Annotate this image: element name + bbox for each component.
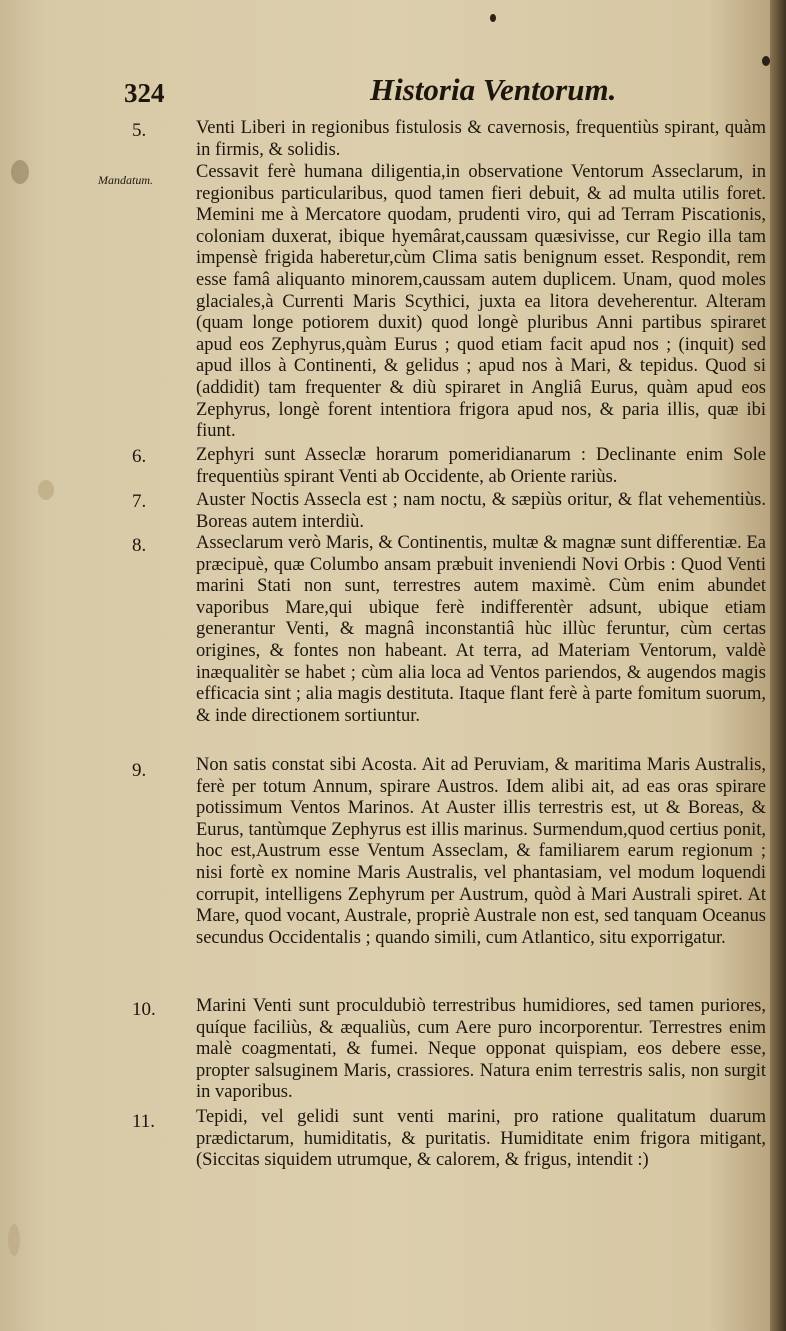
section-text: Non satis constat sibi Acosta. Ait ad Peruviam, & maritima Maris Australis, ferè per totum Annum, spirare Austros. Idem alibi ait, ad eas oras spirare potissimum Ventos Marinos. At Auster illis terrestris est, ut & Boreas, & Eurus, tantùmque Zephyrus est illis marinus. Surmendum,quod certius ponit, hoc est,Austrum esse Ventum Asseclam, & familiarem earum regionum ; nisi fortè ex nomine Maris Australis, vel phantasiam, vel modum loquendi corrupit, intelligens Zephyrum per Austrum, quòd à Mari Australi spiret. At Mare, quod vocant, Australe, propriè Australe non est, sed tanquam Oceanus secundus Occidentalis ; quando simili, cum Atlantico, situ exporrigatur.	[196, 755, 766, 948]
section-number: 10.	[132, 999, 156, 1020]
margin-note: Mandatum.	[98, 173, 153, 187]
running-head: Historia Ventorum.	[370, 72, 617, 107]
section-text: Cessavit ferè humana diligentia,in observatione Ventorum Asseclarum, in regionibus particularibus, quod tamen fieri debuit, & ad multa utilis foret. Memini me à Mercatore quodam, prudenti viro, qui ad Terram Piscationis, coloniam duxerat, ibique hyemârat,caussam quæsivisse, cur Regio illa tam impensè frigida haberetur,cùm Clima satis benignum esset. Respondit, rem esse famâ aliquanto minorem,caussam autem duplicem. Unam, quod moles glaciales,à Currenti Maris Scythici, juxta ea litora deveherentur. Alteram (quam longe potiorem duxit) quod longè pluribus Anni partibus spiraret apud eos Zephyrus,quàm Eurus ; quod etiam facit apud nos ; (inquit) sed apud illos à Continenti, & gelidus ; apud nos à Mari, & tepidus. Quod si (addidit) tam frequenter & diù spiraret in Angliâ Eurus, quàm apud eos Zephyrus, longè forent intentiora frigora apud nos, & paria illis, quæ ibi fiunt.	[196, 162, 766, 442]
section-text: Marini Venti sunt proculdubiò terrestribus humidiores, sed tamen puriores, quíque faciliùs, & æqualiùs, cum Aere puro incorporentur. Terrestres enim malè coagmentati, & fumei. Neque opponat quispiam, eos debere esse, propter salsuginem Maris, crassiores. Natura enim terrestris salis, non surgit in vaporibus.	[196, 996, 766, 1103]
section-number: 9.	[132, 760, 147, 781]
ink-spot	[490, 14, 496, 22]
section-number: 7.	[132, 491, 147, 512]
section-text: Venti Liberi in regionibus fistulosis & cavernosis, frequentiùs spirant, quàm in firmis, & solidis.	[196, 118, 766, 160]
section-number: 8.	[132, 535, 147, 556]
page-number: 324	[124, 78, 165, 108]
book-fore-edge	[770, 0, 786, 1331]
section-number: 5.	[132, 120, 147, 141]
ink-spot	[762, 56, 770, 66]
section-text: Zephyri sunt Asseclæ horarum pomeridianarum : Declinante enim Sole frequentiùs spirant Venti ab Occidente, ab Oriente rariùs.	[196, 445, 766, 487]
section-text: Asseclarum verò Maris, & Continentis, multæ & magnæ sunt differentiæ. Ea præcipuè, quæ Columbo ansam præbuit inveniendi Novi Orbis : Quod Venti marini Stati non sunt, terrestres autem maximè. Cùm enim abundet vaporibus Mare,qui ubique ferè indifferentèr adsunt, ubique etiam generantur Venti, & magnâ inconstantiâ hùc illùc feruntur, cùm certas origines, & fontes non habeant. At terra, ad Materiam Ventorum, valdè inæqualitèr se habet ; cùm alia loca ad Ventos pariendos, & augendos magis efficacia sint ; alia magis destituta. Itaque flant ferè à parte fomitum suorum, & inde directionem sortiuntur.	[196, 533, 766, 726]
section-text: Auster Noctis Assecla est ; nam noctu, & sæpiùs oritur, & flat vehementiùs. Boreas autem interdiù.	[196, 490, 766, 532]
section-number: 11.	[132, 1111, 156, 1132]
section-text: Tepidi, vel gelidi sunt venti marini, pro ratione qualitatum duarum prædictarum, humiditatis, & puritatis. Humiditate enim frigora mitigant, (Siccitas siquidem utrumque, & calorem, & frigus, intendit :)	[196, 1107, 766, 1171]
section-number: 6.	[132, 446, 147, 467]
